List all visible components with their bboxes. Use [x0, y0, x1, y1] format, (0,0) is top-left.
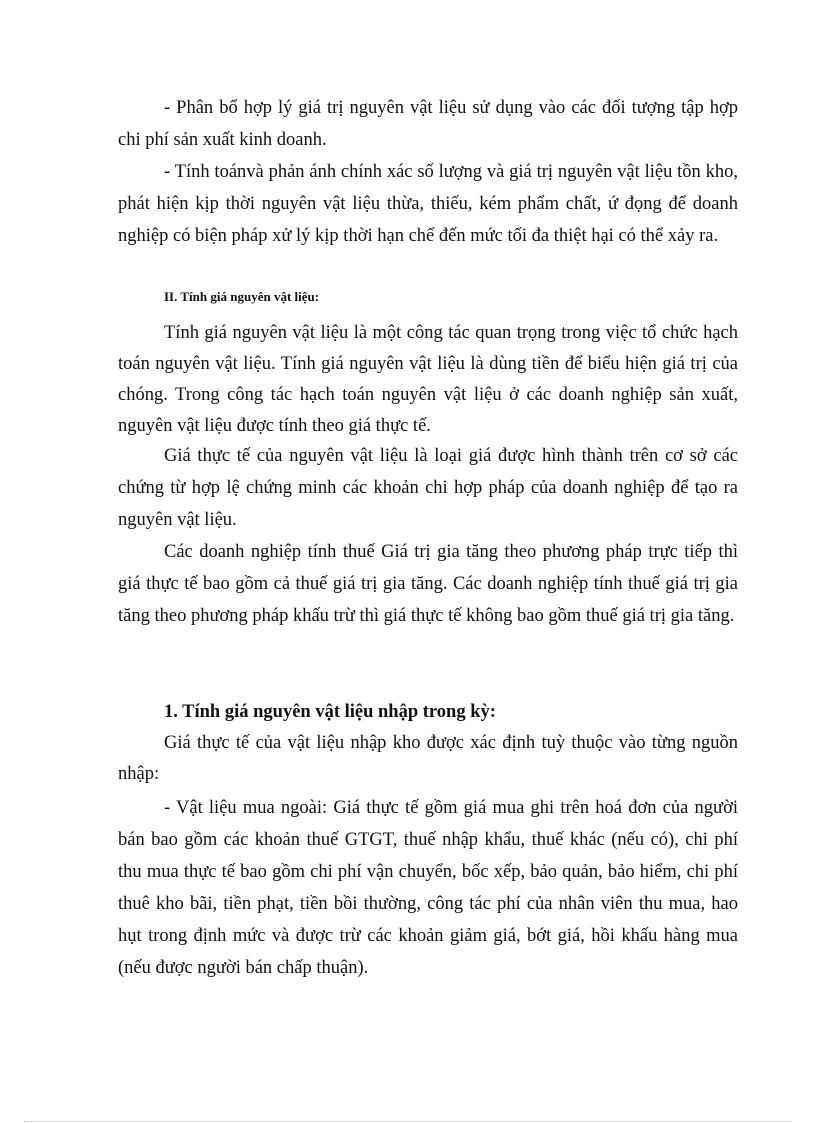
paragraph-allocation: - Phân bổ hợp lý giá trị nguyên vật liệu sử dụng vào các đối tượng tập hợp chi phí sản xuất kinh doanh. [118, 98, 738, 150]
paragraph-purchased-materials: - Vật liệu mua ngoài: Giá thực tế gồm giá mua ghi trên hoá đơn của người bán bao gồm các khoản thuế GTGT, thuế nhập khẩu, thuế khác (nếu có), chi phí thu mua thực tế bao gồm chi phí vận chuyển, bốc xếp, bảo quản, bảo hiểm, chi phí thuê kho bãi, tiền phạt, tiền bồi thường, công tác phí của nhân viên thu mua, hao hụt trong định mức và được trừ các khoản giảm giá, bớt giá, hồi khấu hàng mua (nếu được người bán chấp thuận). [118, 798, 738, 978]
paragraph-actual-price-definition: Giá thực tế của nguyên vật liệu là loại giá được hình thành trên cơ sở các chứng từ hợp lệ chứng minh các khoản chi hợp pháp của doanh nghiệp để tạo ra nguyên vật liệu. [118, 446, 738, 530]
paragraph-vat-methods: Các doanh nghiệp tính thuế Giá trị gia tăng theo phương pháp trực tiếp thì giá thực tế bao gồm cả thuế giá trị gia tăng. Các doanh nghiệp tính thuế giá trị gia tăng theo phương pháp khấu trừ thì giá thực tế không bao gồm thuế giá trị gia tăng. [118, 542, 738, 626]
paragraph-pricing-intro: Tính giá nguyên vật liệu là một công tác quan trọng trong việc tổ chức hạch toán nguyên vật liệu. Tính giá nguyên vật liệu là dùng tiền để biểu hiện giá trị của chóng. Trong công tác hạch toán nguyên vật liệu ở các doanh nghiệp sản xuất, nguyên vật liệu được tính theo giá thực tế. [118, 323, 738, 436]
paragraph-inventory-calculation: - Tính toánvà phản ánh chính xác số lượng và giá trị nguyên vật liệu tồn kho, phát hiện kịp thời nguyên vật liệu thừa, thiếu, kém phẩm chất, ứ đọng để doanh nghiệp có biện pháp xử lý kịp thời hạn chế đến mức tối đa thiệt hại có thể xảy ra. [118, 162, 738, 246]
page-bottom-divider [24, 1121, 792, 1122]
subsection-heading: 1. Tính giá nguyên vật liệu nhập trong kỳ: [164, 702, 496, 722]
paragraph-import-sources: Giá thực tế của vật liệu nhập kho được xác định tuỳ thuộc vào từng nguồn nhập: [118, 733, 738, 784]
section-heading: II. Tính giá nguyên vật liệu: [164, 289, 320, 304]
